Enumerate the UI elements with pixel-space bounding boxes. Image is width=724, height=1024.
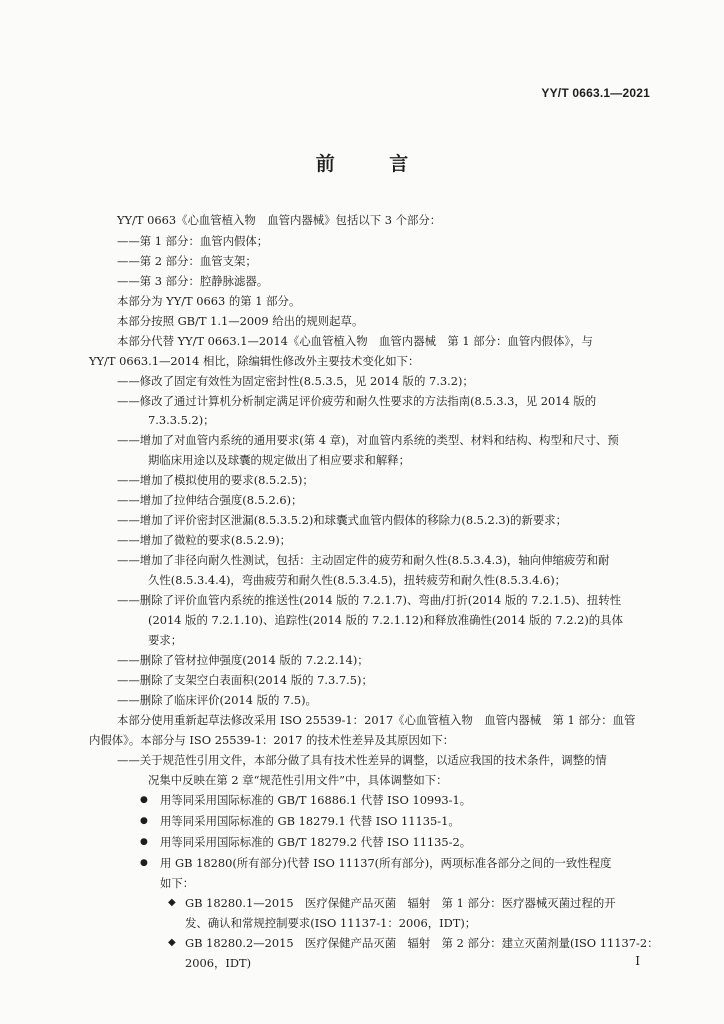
text-line: ——删除了支架空白表面积(2014 版的 7.3.7.5)；	[117, 673, 373, 687]
page-title: 前 言	[315, 153, 433, 175]
text-line: 发、确认和常规控制要求(ISO 11137-1：2006，IDT)；	[185, 916, 477, 930]
list-item: GB 18280.2—2015 医疗保健产品灭菌 辐射 第 2 部分：建立灭菌剂量(ISO 11137-2：	[185, 936, 659, 950]
bullet-diamond: ◆	[168, 937, 176, 948]
text-line: 要求；	[148, 633, 183, 647]
bullet-diamond: ◆	[168, 897, 176, 908]
text-line: ——第 1 部分：血管内假体；	[117, 234, 269, 248]
list-item: 用等同采用国际标准的 GB/T 16886.1 代替 ISO 10993-1。	[160, 793, 472, 807]
text-line: 内假体》。本部分与 ISO 25539-1：2017 的技术性差异及其原因如下：	[89, 733, 455, 747]
bullet-dot: ●	[140, 795, 148, 805]
text-line: ——第 2 部分：血管支架；	[117, 254, 257, 268]
text-line: ——修改了固定有效性为固定密封性(8.5.3.5，见 2014 版的 7.3.2)；	[117, 374, 474, 388]
text-line: 2006，IDT)	[185, 956, 252, 970]
text-line: 本部分代替 YY/T 0663.1—2014《心血管植入物 血管内器械 第 1 部分：血管内假体》，与	[117, 334, 593, 348]
text-line: ——删除了评价血管内系统的推送性(2014 版的 7.2.1.7)、弯曲/打折(2014 版的 7.2.1.5)、扭转性	[117, 593, 622, 607]
text-line: ——增加了非径向耐久性测试，包括：主动固定件的疲劳和耐久性(8.5.3.4.3)，轴向伸缩疲劳和耐	[117, 553, 610, 567]
list-item: 用等同采用国际标准的 GB 18279.1 代替 ISO 11135-1。	[160, 814, 460, 828]
text-line: ——增加了模拟使用的要求(8.5.2.5)；	[117, 473, 314, 487]
text-line: ——增加了对血管内系统的通用要求(第 4 章)，对血管内系统的类型、材料和结构、构型和尺寸、预	[117, 433, 619, 447]
page-number: I	[635, 954, 640, 968]
text-line: 期临床用途以及球囊的规定做出了相应要求和解释；	[148, 453, 410, 467]
text-line: 久性(8.5.3.4.4)，弯曲疲劳和耐久性(8.5.3.4.5)，扭转疲劳和耐久性(8.5.3.4.6)；	[148, 573, 567, 587]
text-line: 本部分按照 GB/T 1.1—2009 给出的规则起草。	[117, 314, 364, 328]
text-line: 况集中反映在第 2 章“规范性引用文件”中，具体调整如下：	[148, 773, 448, 787]
text-line: ——删除了临床评价(2014 版的 7.5)。	[117, 693, 317, 707]
text-line: 本部分为 YY/T 0663 的第 1 部分。	[117, 294, 301, 308]
text-line: 如下：	[160, 876, 195, 890]
text-line: ——修改了通过计算机分析制定满足评价疲劳和耐久性要求的方法指南(8.5.3.3，见 2014 版的	[117, 394, 597, 408]
text-line: ——增加了微粒的要求(8.5.2.9)；	[117, 533, 292, 547]
text-line: ——删除了管材拉伸强度(2014 版的 7.2.2.14)；	[117, 653, 369, 667]
text-line: 本部分使用重新起草法修改采用 ISO 25539-1：2017《心血管植入物 血管内器械 第 1 部分：血管	[117, 713, 636, 727]
bullet-dot: ●	[140, 837, 148, 847]
text-line: ——第 3 部分：腔静脉滤器。	[117, 274, 269, 288]
text-line: ——增加了评价密封区泄漏(8.5.3.5.2)和球囊式血管内假体的移除力(8.5.2.3)的新要求；	[117, 513, 568, 527]
bullet-dot: ●	[140, 858, 148, 868]
text-line: 7.3.3.5.2)；	[148, 413, 215, 427]
text-line: ——增加了拉伸结合强度(8.5.2.6)；	[117, 493, 303, 507]
text-line: YY/T 0663.1—2014 相比，除编辑性修改外主要技术变化如下：	[89, 354, 420, 368]
list-item: 用 GB 18280(所有部分)代替 ISO 11137(所有部分)，两项标准各部分之间的一致性程度	[160, 856, 612, 870]
bullet-dot: ●	[140, 816, 148, 826]
list-item: GB 18280.1—2015 医疗保健产品灭菌 辐射 第 1 部分：医疗器械灭菌过程的开	[185, 896, 616, 910]
doc-header: YY/T 0663.1—2021	[541, 86, 650, 100]
text-line: YY/T 0663《心血管植入物 血管内器械》包括以下 3 个部分：	[117, 213, 442, 227]
text-line: (2014 版的 7.2.1.10)、追踪性(2014 版的 7.2.1.12)和释放准确性(2014 版的 7.2.2)的具体	[148, 613, 623, 627]
list-item: 用等同采用国际标准的 GB/T 18279.2 代替 ISO 11135-2。	[160, 835, 472, 849]
text-line: ——关于规范性引用文件，本部分做了具有技术性差异的调整，以适应我国的技术条件，调整的情	[117, 753, 607, 767]
